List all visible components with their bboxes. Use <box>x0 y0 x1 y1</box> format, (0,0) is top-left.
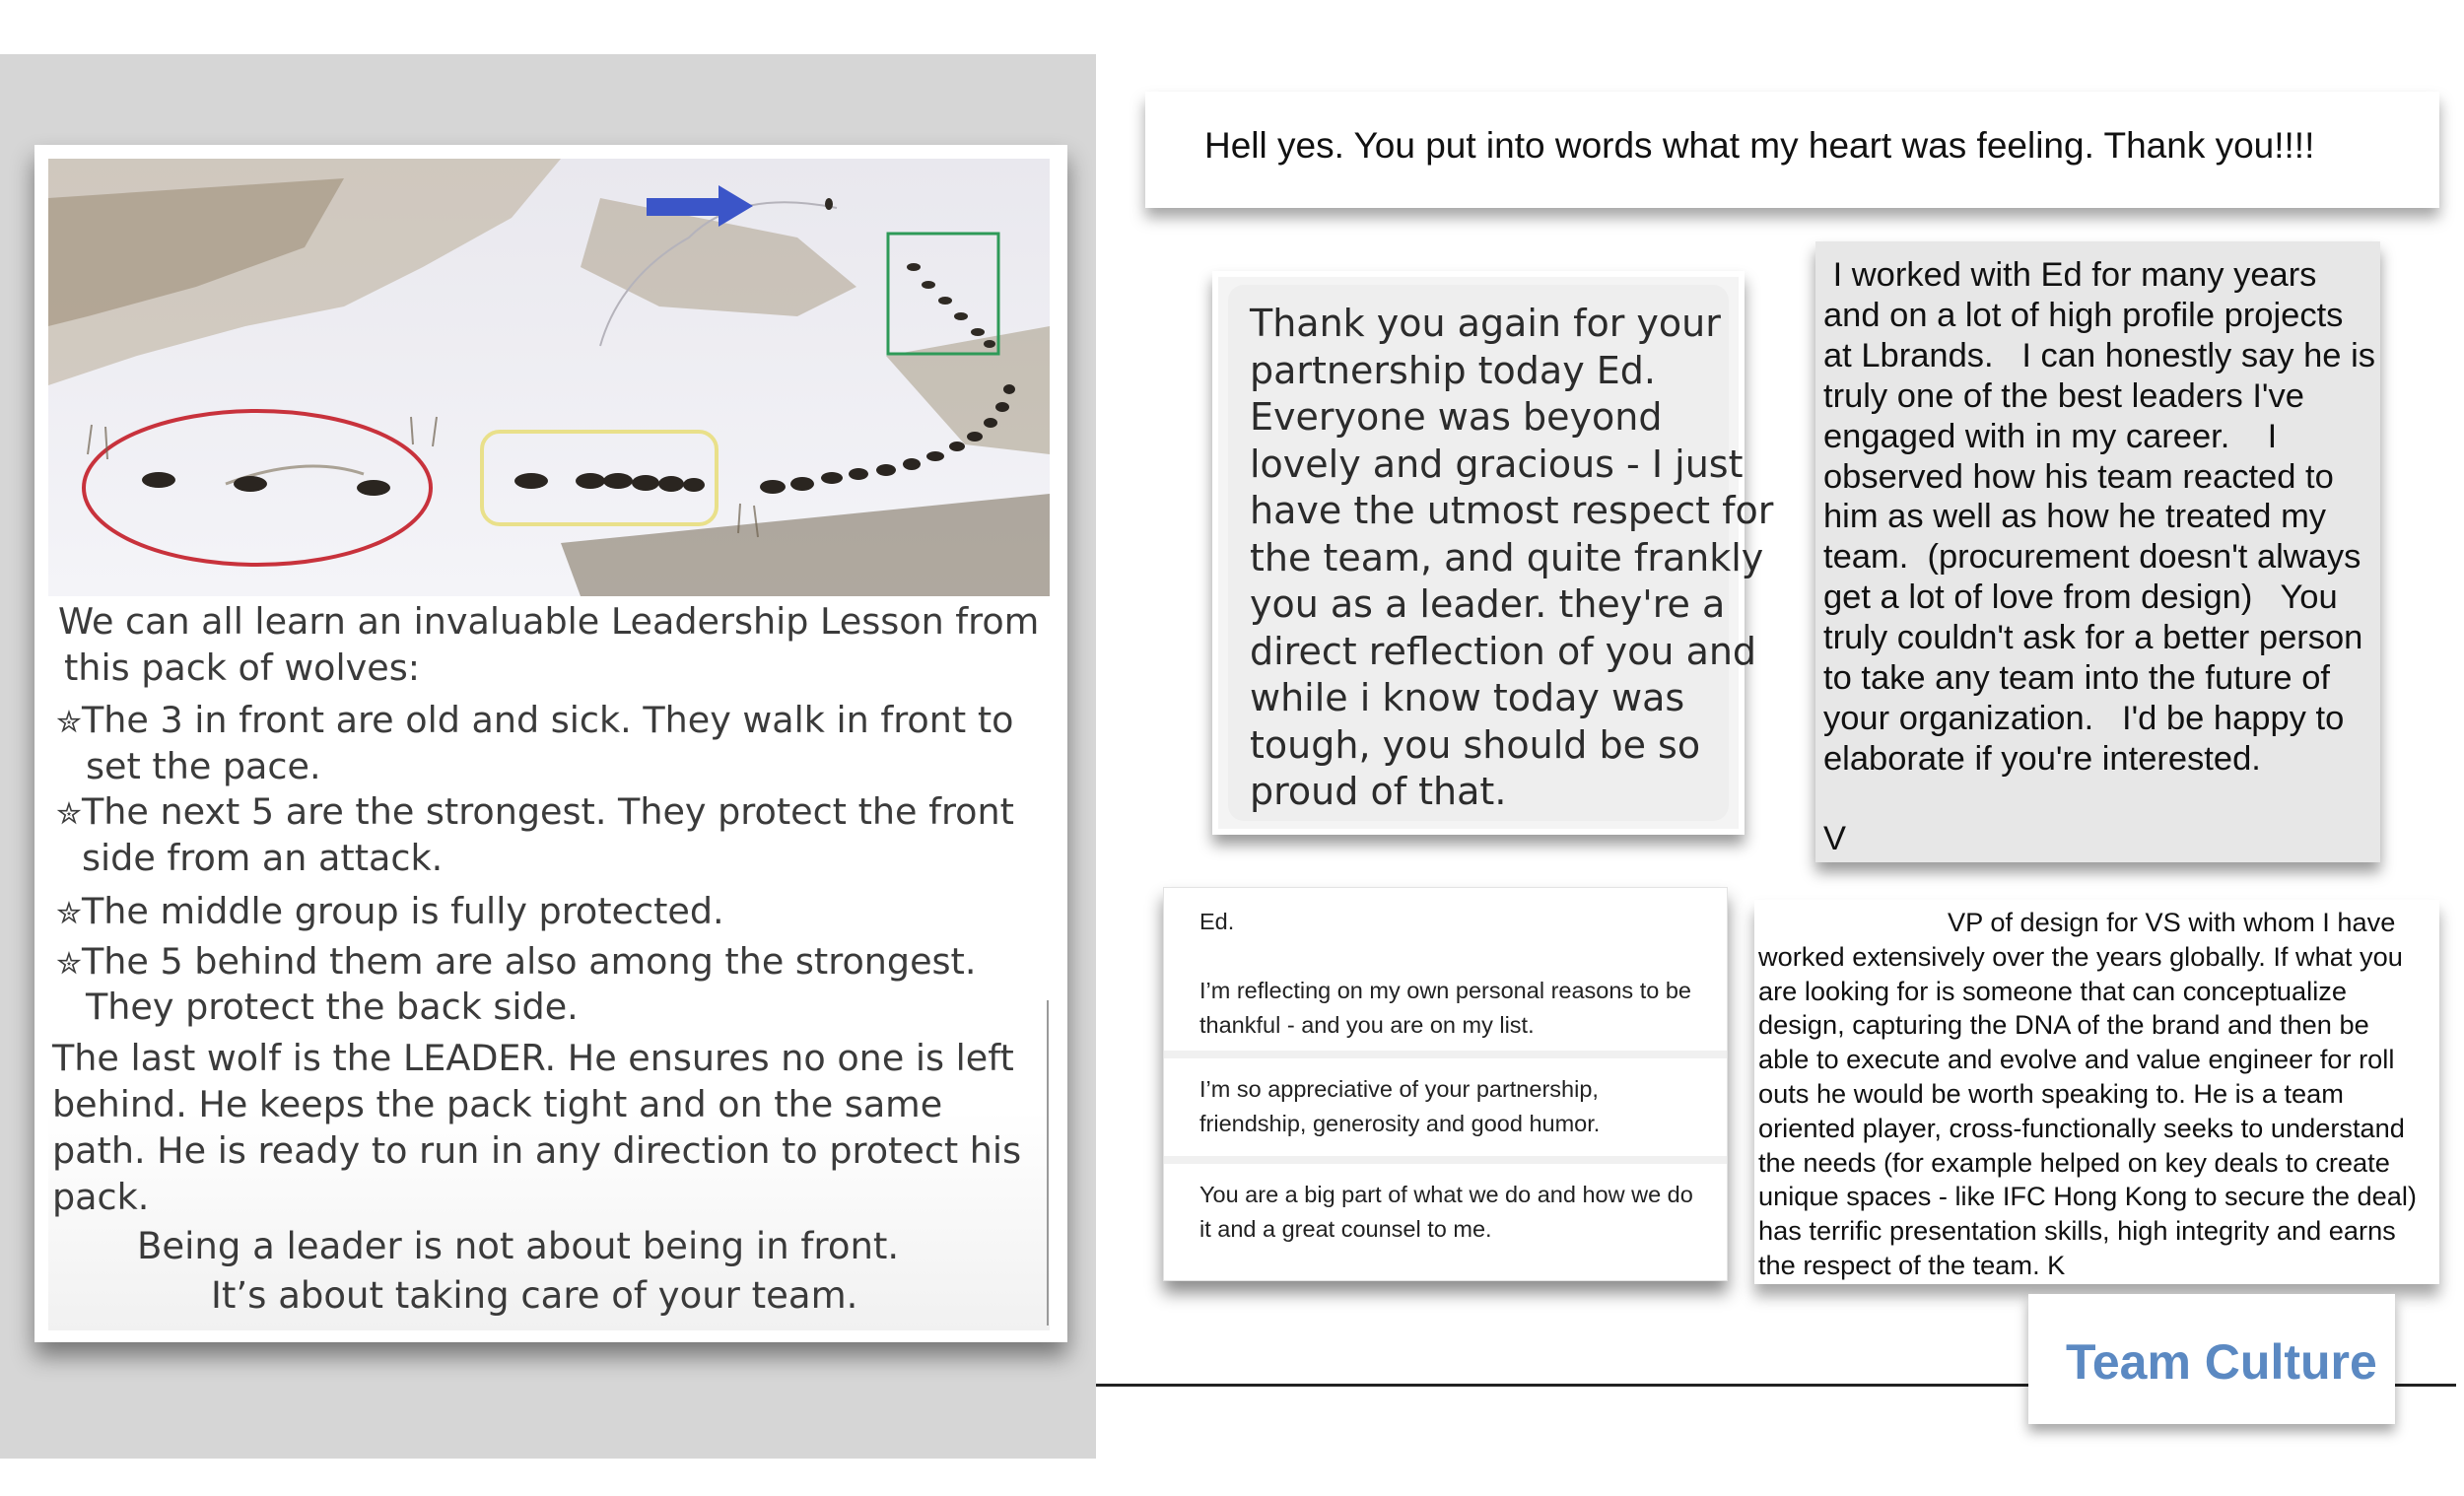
lesson-bullet-continuation: set the pace. <box>86 745 321 787</box>
wolf-lesson-card <box>34 145 1067 1342</box>
text-line: has terrific presentation skills, high integrity and earns <box>1758 1215 2396 1247</box>
message-bubble <box>1228 285 1774 821</box>
text-line: your organization. I'd be happy to <box>1823 699 2345 737</box>
leadership-quote-line: Being a leader is not about being in front. <box>137 1225 900 1267</box>
text-line: at Lbrands. I can honestly say he is <box>1823 336 2375 374</box>
testimonial-card-partnership <box>1212 271 1774 835</box>
left-panel <box>0 54 1096 1459</box>
lesson-bullet: ✮The next 5 are the strongest. They protect the front <box>56 790 1014 833</box>
leader-paragraph-line: path. He is ready to run in any direction to protect his <box>52 1129 1022 1172</box>
leader-paragraph-line: behind. He keeps the pack tight and on the same <box>52 1083 943 1125</box>
text-line: VP of design for VS with whom I have <box>1948 907 2396 937</box>
text-line: Thank you again for your <box>1250 302 1721 345</box>
wolf-pack-photo <box>48 159 1050 596</box>
text-line: team. (procurement doesn't always <box>1823 538 2361 577</box>
section-title: Team Culture <box>2066 1334 2377 1390</box>
text-line: it and a great counsel to me. <box>1199 1216 1492 1242</box>
text-line: partnership today Ed. <box>1250 348 1656 392</box>
lesson-intro-line: We can all learn an invaluable Leadership Lesson from <box>58 600 1040 643</box>
text-line: observed how his team reacted to <box>1823 457 2334 496</box>
leader-paragraph-line: The last wolf is the LEADER. He ensures no one is left <box>52 1037 1014 1079</box>
testimonial-text <box>1823 255 2375 859</box>
testimonial-card-vp-design <box>1754 900 2439 1284</box>
text-line: lovely and gracious - I just <box>1250 442 1744 486</box>
text-line: and on a lot of high profile projects <box>1823 296 2344 334</box>
text-line: proud of that. <box>1250 770 1507 813</box>
star-icon: ✮ <box>56 796 82 832</box>
testimonial-text <box>1758 906 2417 1283</box>
text-line: Everyone was beyond <box>1250 395 1663 439</box>
lesson-bullet-continuation: side from an attack. <box>82 837 444 879</box>
text-line: the needs (for example helped on key deals to create <box>1758 1146 2390 1178</box>
divider <box>1164 1051 1727 1058</box>
text-line: direct reflection of you and <box>1250 629 1757 673</box>
top-testimonial-text: Hell yes. You put into words what my heart was feeling. Thank you!!!! <box>1204 125 2315 166</box>
text-line: the team, and quite frankly <box>1250 535 1764 579</box>
star-icon: ✮ <box>56 896 82 931</box>
text-line: unique spaces - like IFC Hong Kong to secure the deal) <box>1758 1181 2417 1212</box>
leader-paragraph-line: pack. <box>52 1176 150 1218</box>
text-line: You are a big part of what we do and how we do <box>1199 1182 1693 1207</box>
text-line: while i know today was <box>1250 676 1685 719</box>
lesson-bullet: ✮The 3 in front are old and sick. They walk in front to <box>56 699 1014 741</box>
text-line: worked extensively over the years globally. If what you <box>1758 940 2403 972</box>
text-line: engaged with in my career. I <box>1823 417 2278 455</box>
star-icon: ✮ <box>56 705 82 740</box>
salutation: Ed. <box>1199 909 1235 934</box>
top-testimonial-card <box>1145 92 2439 208</box>
text-line: oriented player, cross-functionally seeks to understand <box>1758 1112 2405 1143</box>
star-icon: ✮ <box>56 946 82 982</box>
text-line: get a lot of love from design) You <box>1823 578 2338 617</box>
lesson-bullet: ✮The 5 behind them are also among the strongest. <box>56 940 977 983</box>
lesson-intro-line: this pack of wolves: <box>64 646 421 689</box>
text-line: thankful - and you are on my list. <box>1199 1012 1535 1038</box>
text-line: to take any team into the future of <box>1823 659 2330 698</box>
text-line: able to execute and evolve and value engineer for roll <box>1758 1044 2395 1075</box>
text-line: tough, you should be so <box>1250 722 1701 767</box>
text-line: design, capturing the DNA of the brand and then be <box>1758 1009 2369 1041</box>
section-title-card <box>2028 1294 2395 1424</box>
testimonial-text <box>1250 301 1773 816</box>
text-line: you as a leader. they're a <box>1250 582 1726 626</box>
testimonial-card-lbrands <box>1815 241 2380 862</box>
text-line: him as well as how he treated my <box>1823 498 2327 536</box>
card-edge-divider <box>1047 1000 1049 1326</box>
wolf-pack-illustration <box>48 159 1050 596</box>
lesson-bullet-continuation: They protect the back side. <box>86 986 579 1028</box>
text-line: I worked with Ed for many years <box>1823 256 2317 294</box>
text-line: friendship, generosity and good humor. <box>1199 1111 1601 1136</box>
leadership-quote-line: It’s about taking care of your team. <box>211 1274 858 1317</box>
lesson-bullet: ✮The middle group is fully protected. <box>56 890 724 932</box>
text-line: I’m reflecting on my own personal reasons to be <box>1199 978 1691 1003</box>
testimonial-card-thankful <box>1163 887 1728 1281</box>
signature-initial: V <box>1823 819 1847 857</box>
text-line: truly couldn't ask for a better person <box>1823 619 2363 657</box>
text-line: outs he would be worth speaking to. He is a team <box>1758 1077 2344 1109</box>
text-line: I’m so appreciative of your partnership, <box>1199 1076 1599 1102</box>
divider <box>1164 1156 1727 1164</box>
text-line: the respect of the team. K <box>1758 1249 2066 1280</box>
text-line: are looking for is someone that can conceptualize <box>1758 975 2347 1006</box>
text-line: have the utmost respect for <box>1250 489 1774 532</box>
wolf-lesson-text <box>48 596 1050 1330</box>
text-line: elaborate if you're interested. <box>1823 739 2261 778</box>
text-line: truly one of the best leaders I've <box>1823 376 2304 415</box>
